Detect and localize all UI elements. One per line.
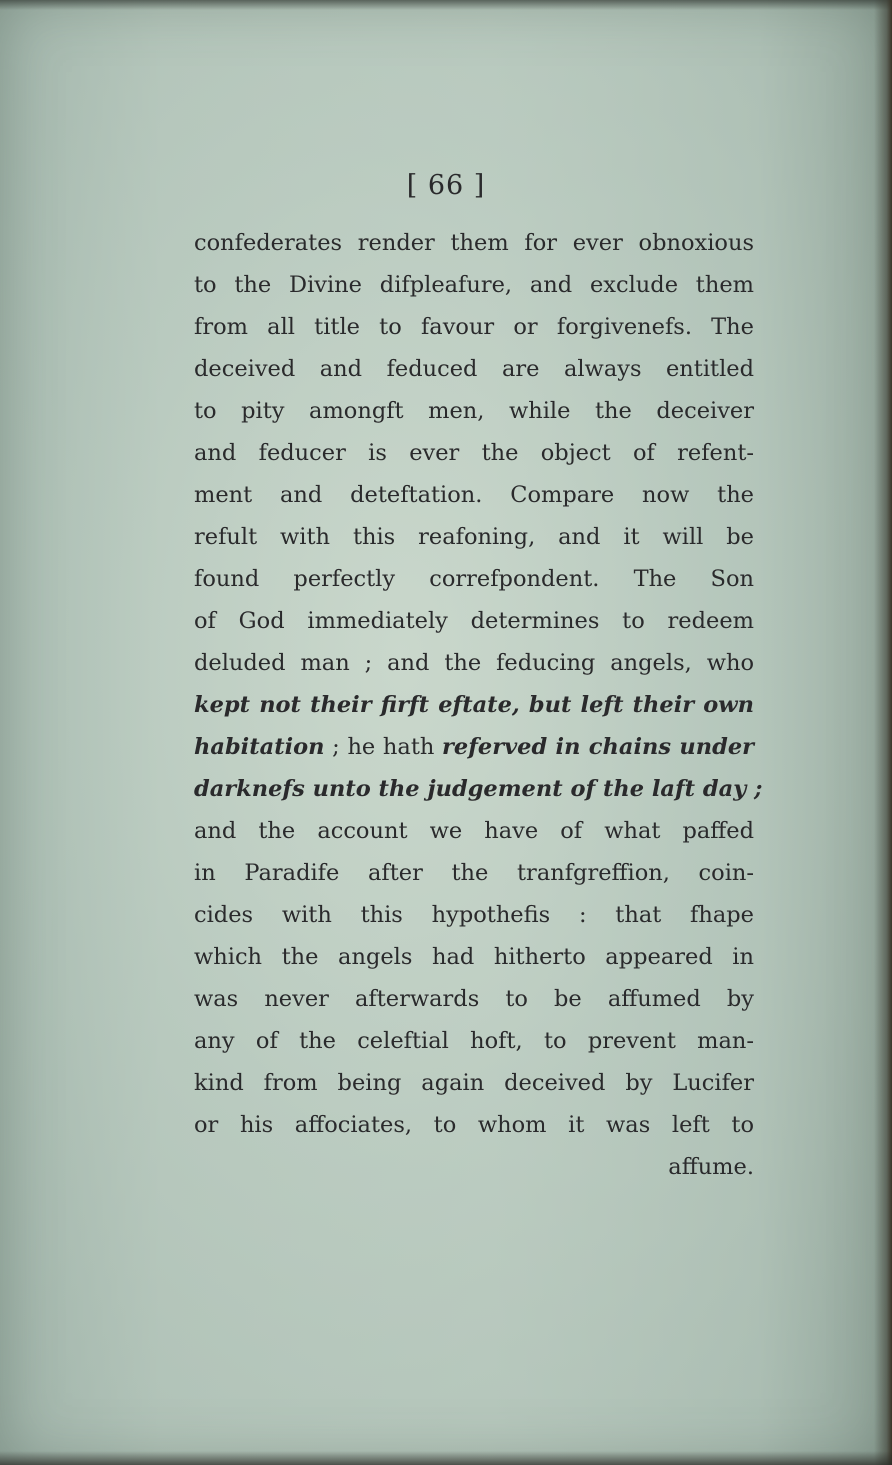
text-line-1: confederates render them for ever obnoxious <box>194 230 754 256</box>
line-13-italic-b: referved in chains under <box>442 734 755 760</box>
text-line-5: to pity amongft men, while the deceiver <box>194 398 754 424</box>
text-line-9: found perfectly correfpondent. The Son <box>194 566 754 592</box>
text-line-6: and feducer is ever the object of refent- <box>194 440 754 466</box>
text-line-12: kept not their firft eftate, but left their own <box>194 692 754 718</box>
text-line-14: darknefs unto the judgement of the laft day ; <box>194 776 763 802</box>
body-text <box>194 222 763 1188</box>
text-line-10: of God immediately determines to redeem <box>194 608 754 634</box>
text-line-19: was never afterwards to be affumed by <box>194 986 754 1012</box>
text-line-13 <box>194 726 754 768</box>
page-top-edge <box>0 0 892 10</box>
text-line-7: ment and deteftation. Compare now the <box>194 482 754 508</box>
text-line-20: any of the celeftial hoft, to prevent man- <box>194 1028 754 1054</box>
text-line-2: to the Divine difpleafure, and exclude them <box>194 272 754 298</box>
page-right-edge <box>874 0 892 1465</box>
text-line-11: deluded man ; and the feducing angels, who <box>194 650 754 676</box>
text-line-15: and the account we have of what paffed <box>194 818 754 844</box>
text-line-16: in Paradife after the tranfgreffion, coin- <box>194 860 754 886</box>
page-bottom-edge <box>0 1451 892 1465</box>
line-13-italic-a: habitation <box>194 734 325 760</box>
catchword: affume. <box>668 1154 754 1180</box>
text-line-3: from all title to favour or forgivenefs. The <box>194 314 754 340</box>
line-13-plain: ; he hath <box>324 734 443 760</box>
page-number: [ 66 ] <box>406 170 486 201</box>
text-line-8: refult with this reafoning, and it will be <box>194 524 754 550</box>
text-line-18: which the angels had hitherto appeared in <box>194 944 754 970</box>
text-line-22: or his affociates, to whom it was left to <box>194 1112 754 1138</box>
text-line-4: deceived and feduced are always entitled <box>194 356 754 382</box>
text-line-17: cides with this hypothefis : that fhape <box>194 902 754 928</box>
text-line-21: kind from being again deceived by Lucifer <box>194 1070 754 1096</box>
